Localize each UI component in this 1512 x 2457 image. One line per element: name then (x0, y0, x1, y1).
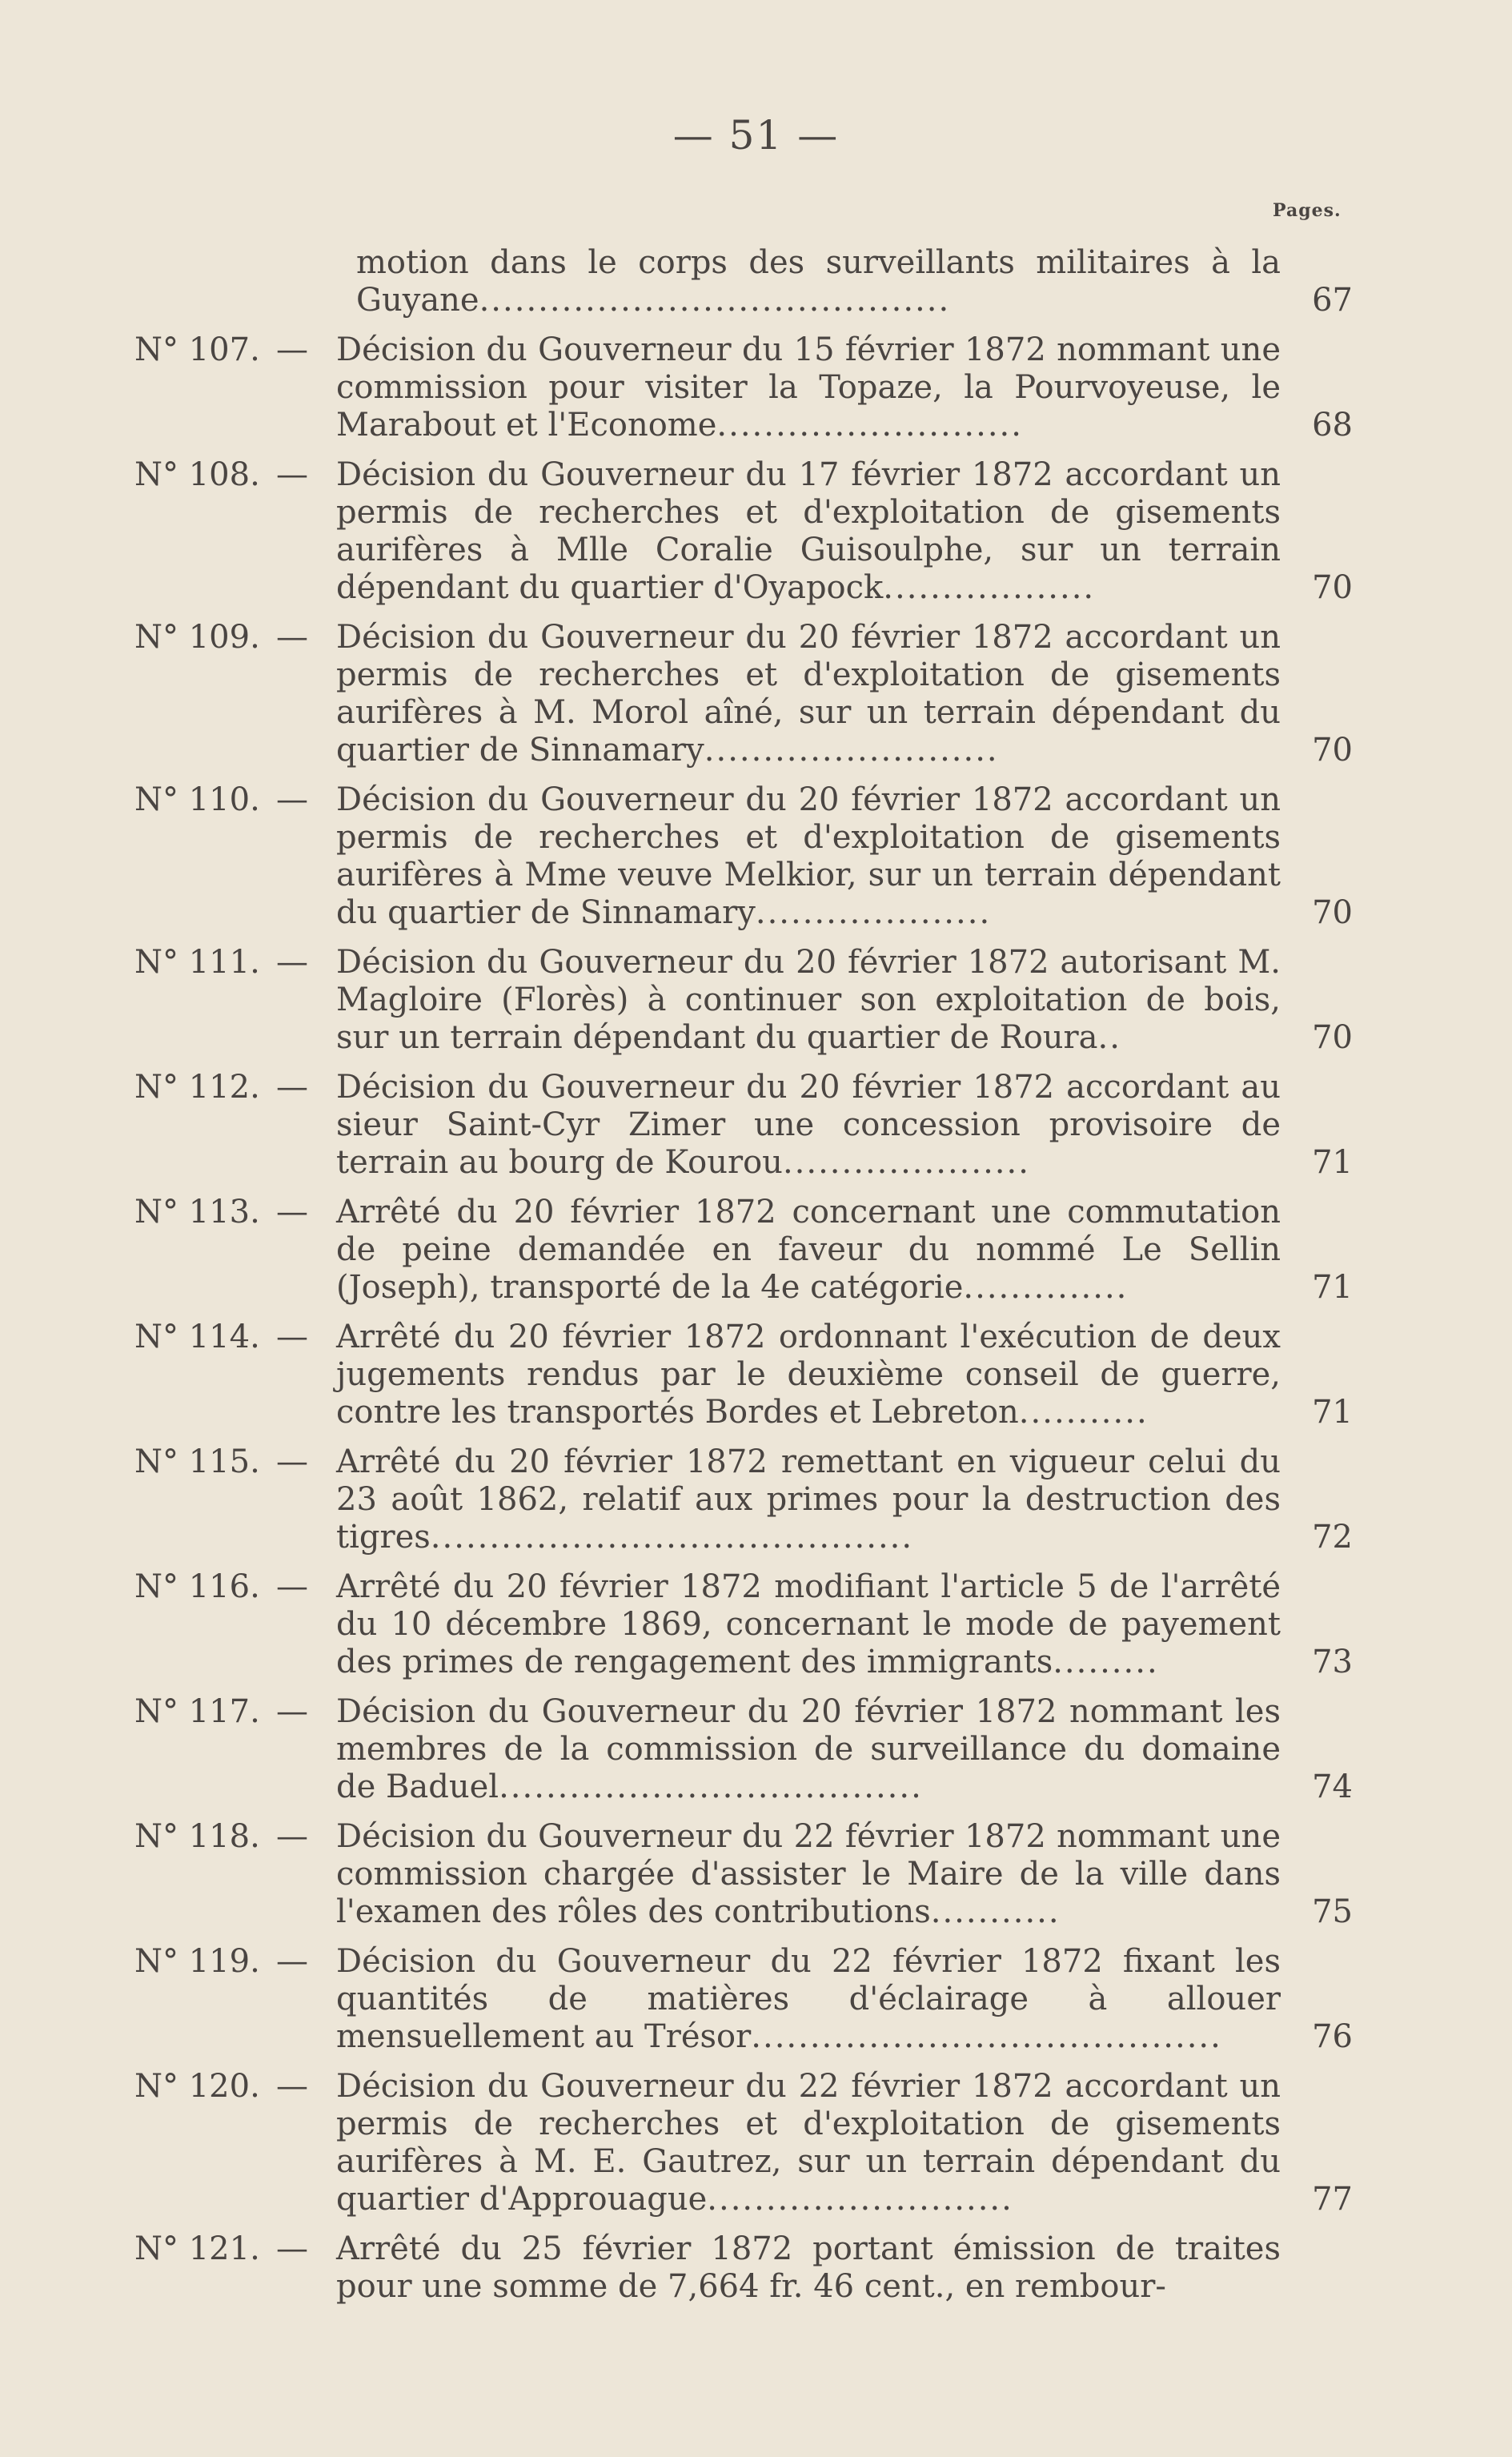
em-dash: — (276, 1568, 308, 1605)
entry-description: Arrêté du 20 février 1872 concernant une commutation de peine demandée en faveur du nommé Le Sellin (Joseph), transporté de la 4e catégorie (336, 1194, 1281, 1306)
page-number: — 51 — (672, 112, 840, 159)
entry-description: Décision du Gouverneur du 15 février 1872 nommant une commission pour visiter la Topaze, la Pourvoyeuse, le Marabout et l'Econome (336, 331, 1281, 444)
entry-number: N° 108. (134, 456, 260, 493)
dot-leader: ........................................ (751, 2018, 1222, 2055)
entry-number: N° 113. (134, 1194, 260, 1231)
em-dash: — (276, 1319, 308, 1355)
entry-number: N° 114. (134, 1319, 260, 1355)
toc-entry (0, 1943, 1512, 2056)
dot-leader: .......................... (707, 2181, 1013, 2218)
entry-page: 73 (1312, 1644, 1353, 1680)
entry-description: Arrêté du 20 février 1872 remettant en vigueur celui du 23 août 1862, relatif aux primes pour la destruction des tigres (336, 1443, 1281, 1556)
entry-description: Décision du Gouverneur du 20 février 1872 accordant un permis de recherches et d'exploitation de gisements aurifères à Mme veuve Melkior, sur un terrain dépendant du quartier de Sinnamary (336, 781, 1281, 931)
entry-description: Décision du Gouverneur du 22 février 1872 nommant une commission chargée d'assister le Maire de la ville dans l'examen des rôles des contributions (336, 1818, 1281, 1930)
entry-page: 70 (1312, 1019, 1353, 1056)
toc-entry (0, 619, 1512, 769)
entry-page: 75 (1312, 1893, 1353, 1930)
em-dash: — (276, 1943, 308, 1980)
em-dash: — (276, 619, 308, 656)
entry-number: N° 120. (134, 2068, 260, 2105)
entry-description: Décision du Gouverneur du 22 février 1872 accordant un permis de recherches et d'exploitation de gisements aurifères à M. E. Gautrez, sur un terrain dépendant du quartier d'Approuague (336, 2068, 1281, 2218)
em-dash: — (276, 2068, 308, 2105)
dot-leader: ........... (930, 1893, 1061, 1930)
entry-description: Arrêté du 20 février 1872 ordonnant l'exécution de deux jugements rendus par le deuxième conseil de guerre, contre les transportés Bordes et Lebreton (336, 1319, 1281, 1431)
dot-leader: ........................................ (479, 282, 951, 319)
entry-number: N° 118. (134, 1818, 260, 1855)
entry-page: 76 (1312, 2018, 1353, 2055)
em-dash: — (276, 1693, 308, 1730)
entry-number: N° 112. (134, 1069, 260, 1106)
entry-number: N° 115. (134, 1443, 260, 1480)
entry-description: Décision du Gouverneur du 20 février 1872 autorisant M. Magloire (Florès) à continuer son exploitation de bois, sur un terrain dépendant du quartier de Roura (336, 944, 1281, 1056)
entry-description: Décision du Gouverneur du 20 février 1872 accordant un permis de recherches et d'exploitation de gisements aurifères à M. Morol aîné, sur un terrain dépendant du quartier de Sinnamary (336, 619, 1281, 769)
toc-entry-continuation (0, 244, 1512, 319)
em-dash: — (276, 1069, 308, 1106)
dot-leader: ......................... (704, 732, 999, 769)
dot-leader: .................... (755, 894, 992, 931)
toc-entry (0, 1693, 1512, 1806)
em-dash: — (276, 1443, 308, 1480)
entry-description: Décision du Gouverneur du 20 février 1872 nommant les membres de la commission de surveillance du domaine de Baduel (336, 1693, 1281, 1805)
toc-entry (0, 1194, 1512, 1307)
dot-leader: .............. (963, 1269, 1129, 1306)
dot-leader: .. (1097, 1019, 1121, 1056)
toc-entry (0, 944, 1512, 1057)
em-dash: — (276, 1818, 308, 1855)
toc-entry (0, 2068, 1512, 2218)
em-dash: — (276, 456, 308, 493)
entry-number: N° 117. (134, 1693, 260, 1730)
entry-description: Arrêté du 20 février 1872 modifiant l'article 5 de l'arrêté du 10 décembre 1869, concernant le mode de payement des primes de rengagement des immigrants (336, 1568, 1281, 1680)
toc-entry (0, 2230, 1512, 2306)
entry-page: 71 (1312, 1144, 1353, 1181)
entry-number: N° 110. (134, 781, 260, 818)
entry-number: N° 119. (134, 1943, 260, 1980)
entry-page: 67 (1312, 282, 1353, 319)
entry-page: 71 (1312, 1269, 1353, 1306)
dot-leader: ..................... (782, 1144, 1030, 1181)
entry-description: Décision du Gouverneur du 20 février 1872 accordant au sieur Saint-Cyr Zimer une concession provisoire de terrain au bourg de Kourou (336, 1069, 1281, 1181)
entry-page: 77 (1312, 2181, 1353, 2218)
dot-leader: .................................... (499, 1768, 923, 1805)
entry-description: Décision du Gouverneur du 17 février 1872 accordant un permis de recherches et d'exploitation de gisements aurifères à Mlle Coralie Guisoulphe, sur un terrain dépendant du quartier d'Oyapock (336, 456, 1281, 606)
toc-entry (0, 1568, 1512, 1681)
entry-page: 72 (1312, 1519, 1353, 1556)
entry-page: 70 (1312, 569, 1353, 606)
entry-page: 71 (1312, 1394, 1353, 1431)
entry-page: 70 (1312, 894, 1353, 931)
toc-entry (0, 456, 1512, 607)
em-dash: — (276, 331, 308, 368)
em-dash: — (276, 2230, 308, 2267)
entry-page: 68 (1312, 407, 1353, 444)
entry-description: Arrêté du 25 février 1872 portant émission de traites pour une somme de 7,664 fr. 46 cent., en rembour- (336, 2230, 1281, 2305)
dot-leader: ......... (1053, 1644, 1159, 1680)
dot-leader: .......................... (716, 407, 1023, 444)
entry-number: N° 116. (134, 1568, 260, 1605)
entry-number: N° 109. (134, 619, 260, 656)
toc-entry (0, 331, 1512, 444)
toc-entry (0, 781, 1512, 932)
pages-column-label: Pages. (1273, 200, 1342, 221)
dot-leader: ......................................... (430, 1519, 914, 1556)
dot-leader: .................. (883, 569, 1096, 606)
table-of-contents (0, 244, 1512, 2318)
entry-page: 70 (1312, 732, 1353, 769)
entry-number: N° 107. (134, 331, 260, 368)
em-dash: — (276, 1194, 308, 1231)
em-dash: — (276, 944, 308, 981)
toc-entry (0, 1443, 1512, 1556)
entry-number: N° 111. (134, 944, 260, 981)
entry-description: Décision du Gouverneur du 22 février 1872 fixant les quantités de matières d'éclairage à allouer mensuellement au Trésor (336, 1943, 1281, 2055)
toc-entry (0, 1319, 1512, 1431)
toc-entry (0, 1069, 1512, 1182)
dot-leader: ........... (1018, 1394, 1149, 1431)
toc-entry (0, 1818, 1512, 1931)
em-dash: — (276, 781, 308, 818)
entry-page: 74 (1312, 1768, 1353, 1805)
entry-number: N° 121. (134, 2230, 260, 2267)
entry-description: motion dans le corps des surveillants militaires à la Guyane (356, 244, 1281, 319)
